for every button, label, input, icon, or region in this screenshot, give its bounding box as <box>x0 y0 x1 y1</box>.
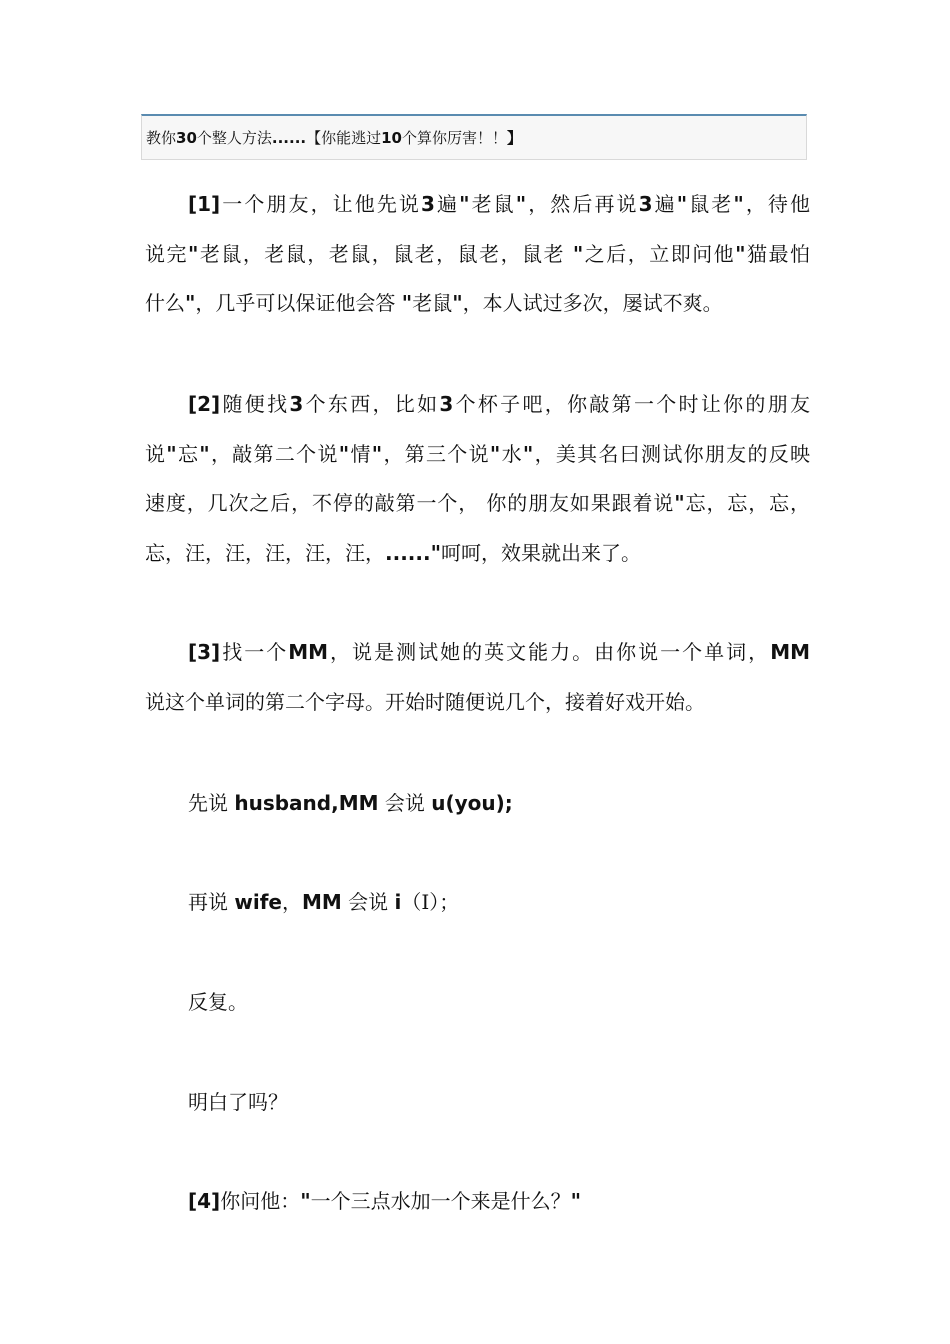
paragraph-line <box>145 279 810 329</box>
text: 遍 <box>652 192 677 216</box>
text: ，美其名曰测试你朋友的反映 <box>533 441 811 466</box>
item-number: [4] <box>188 1189 221 1213</box>
quote: " <box>676 192 688 216</box>
paragraph-line <box>145 529 810 579</box>
text: ，几乎可以保证他会答 <box>195 291 402 315</box>
line-understand: 明白了吗？ <box>188 1090 288 1114</box>
title-text: 【你能逃过 <box>306 129 382 147</box>
text: 水 <box>500 441 523 466</box>
text: 速度，几次之后，不停的敲第一个， 你的朋友如果跟着说 <box>145 491 675 515</box>
text: 你问他： <box>220 1189 301 1213</box>
text: 遍 <box>434 192 460 216</box>
text: 情 <box>349 441 372 466</box>
quote: " <box>572 241 584 266</box>
text: 说完 <box>145 241 188 266</box>
text: 说这个单词的第二个字母。开始时随便说几个，接着好戏开始。 <box>145 689 705 714</box>
text: 个杯子吧，你敲第一个时让你的朋友 <box>453 392 811 416</box>
title-text: 个算你厉害！！ <box>402 129 508 147</box>
quote: " <box>185 291 196 315</box>
quote: " <box>459 192 470 216</box>
number: 3 <box>439 392 454 416</box>
paragraph-line <box>145 430 810 480</box>
quote: " <box>733 192 744 216</box>
text: （I）； <box>401 890 460 914</box>
text: ，敲第二个说 <box>209 441 339 466</box>
text: ，待他 <box>743 192 810 216</box>
paragraph-line <box>145 678 810 728</box>
quote: " <box>187 241 199 266</box>
text: ，然后再说 <box>526 192 639 216</box>
text: 说 <box>145 441 167 466</box>
line-wife <box>188 887 459 917</box>
title-number: 30 <box>176 129 197 147</box>
ellipsis: ......" <box>385 540 442 565</box>
text-bold: MM <box>770 640 811 664</box>
text: ，本人试过多次，屡试不爽。 <box>462 291 723 315</box>
text-bold: MM <box>288 640 329 664</box>
paragraph-line <box>145 380 810 430</box>
text: 先说 <box>188 791 235 815</box>
title-text: 个整人方法 <box>196 129 272 147</box>
text: ，说是测试她的英文能力。由你说一个单词， <box>328 640 771 664</box>
text: 找一个 <box>220 640 289 664</box>
text: 老鼠 <box>469 192 516 216</box>
text-bold: i <box>394 890 402 914</box>
quote: " <box>489 441 501 466</box>
text: 一个三点水加一个来是什么？ <box>310 1189 571 1213</box>
text: 忘 <box>176 441 200 466</box>
article-title-box <box>141 114 807 160</box>
text: 会说 <box>378 791 432 815</box>
text-bold: wife <box>234 890 282 914</box>
paragraph-1 <box>145 180 810 329</box>
text: 什么 <box>145 291 185 315</box>
text: 随便找 <box>220 392 290 416</box>
text: 老鼠 <box>412 291 453 315</box>
text: 猫最怕 <box>745 241 811 266</box>
text: ， <box>281 890 302 914</box>
title-number: 10 <box>381 129 402 147</box>
item-number: [2] <box>188 392 221 416</box>
text-bold: husband,MM <box>234 791 379 815</box>
text: 鼠老 <box>687 192 734 216</box>
text: 之后，立即问他 <box>583 241 736 266</box>
quote: " <box>452 291 463 315</box>
quote: " <box>199 441 210 466</box>
text: 忘，汪，汪，汪，汪，汪， <box>145 540 385 565</box>
quote: " <box>300 1189 311 1213</box>
paragraph-line <box>145 628 810 678</box>
text: 忘，忘，忘， <box>684 491 811 515</box>
text-bold: u(you); <box>431 791 513 815</box>
line-husband <box>188 788 513 818</box>
quote: " <box>522 441 534 466</box>
paragraph-line <box>145 180 810 230</box>
quote: " <box>338 441 350 466</box>
quote: " <box>515 192 527 216</box>
paragraph-line <box>145 479 810 529</box>
quote: " <box>166 441 177 466</box>
number: 3 <box>289 392 304 416</box>
text: 个东西，比如 <box>303 392 440 416</box>
paragraph-4 <box>188 1186 581 1216</box>
item-number: [3] <box>188 640 221 664</box>
text-bold: MM <box>301 890 342 914</box>
title-bracket: 】 <box>507 129 523 147</box>
article-title <box>146 128 522 148</box>
item-number: [1] <box>188 192 221 216</box>
text: 会说 <box>341 890 395 914</box>
number: 3 <box>420 192 435 216</box>
title-ellipsis: ...... <box>271 129 307 147</box>
quote: " <box>735 241 746 266</box>
text: 一个朋友，让他先说 <box>220 192 421 216</box>
paragraph-3 <box>145 628 810 727</box>
quote: " <box>401 291 413 315</box>
quote: " <box>371 441 383 466</box>
title-text: 教你 <box>146 129 177 147</box>
text: 再说 <box>188 890 235 914</box>
number: 3 <box>638 192 653 216</box>
line-repeat: 反复。 <box>188 990 248 1014</box>
paragraph-line <box>145 230 810 280</box>
quote: " <box>674 491 685 515</box>
quote: " <box>570 1189 582 1213</box>
paragraph-2 <box>145 380 810 578</box>
text: 呵呵，效果就出来了。 <box>441 540 642 565</box>
text: 老鼠，老鼠，老鼠，鼠老，鼠老，鼠老 <box>198 241 573 266</box>
text: ，第三个说 <box>382 441 490 466</box>
